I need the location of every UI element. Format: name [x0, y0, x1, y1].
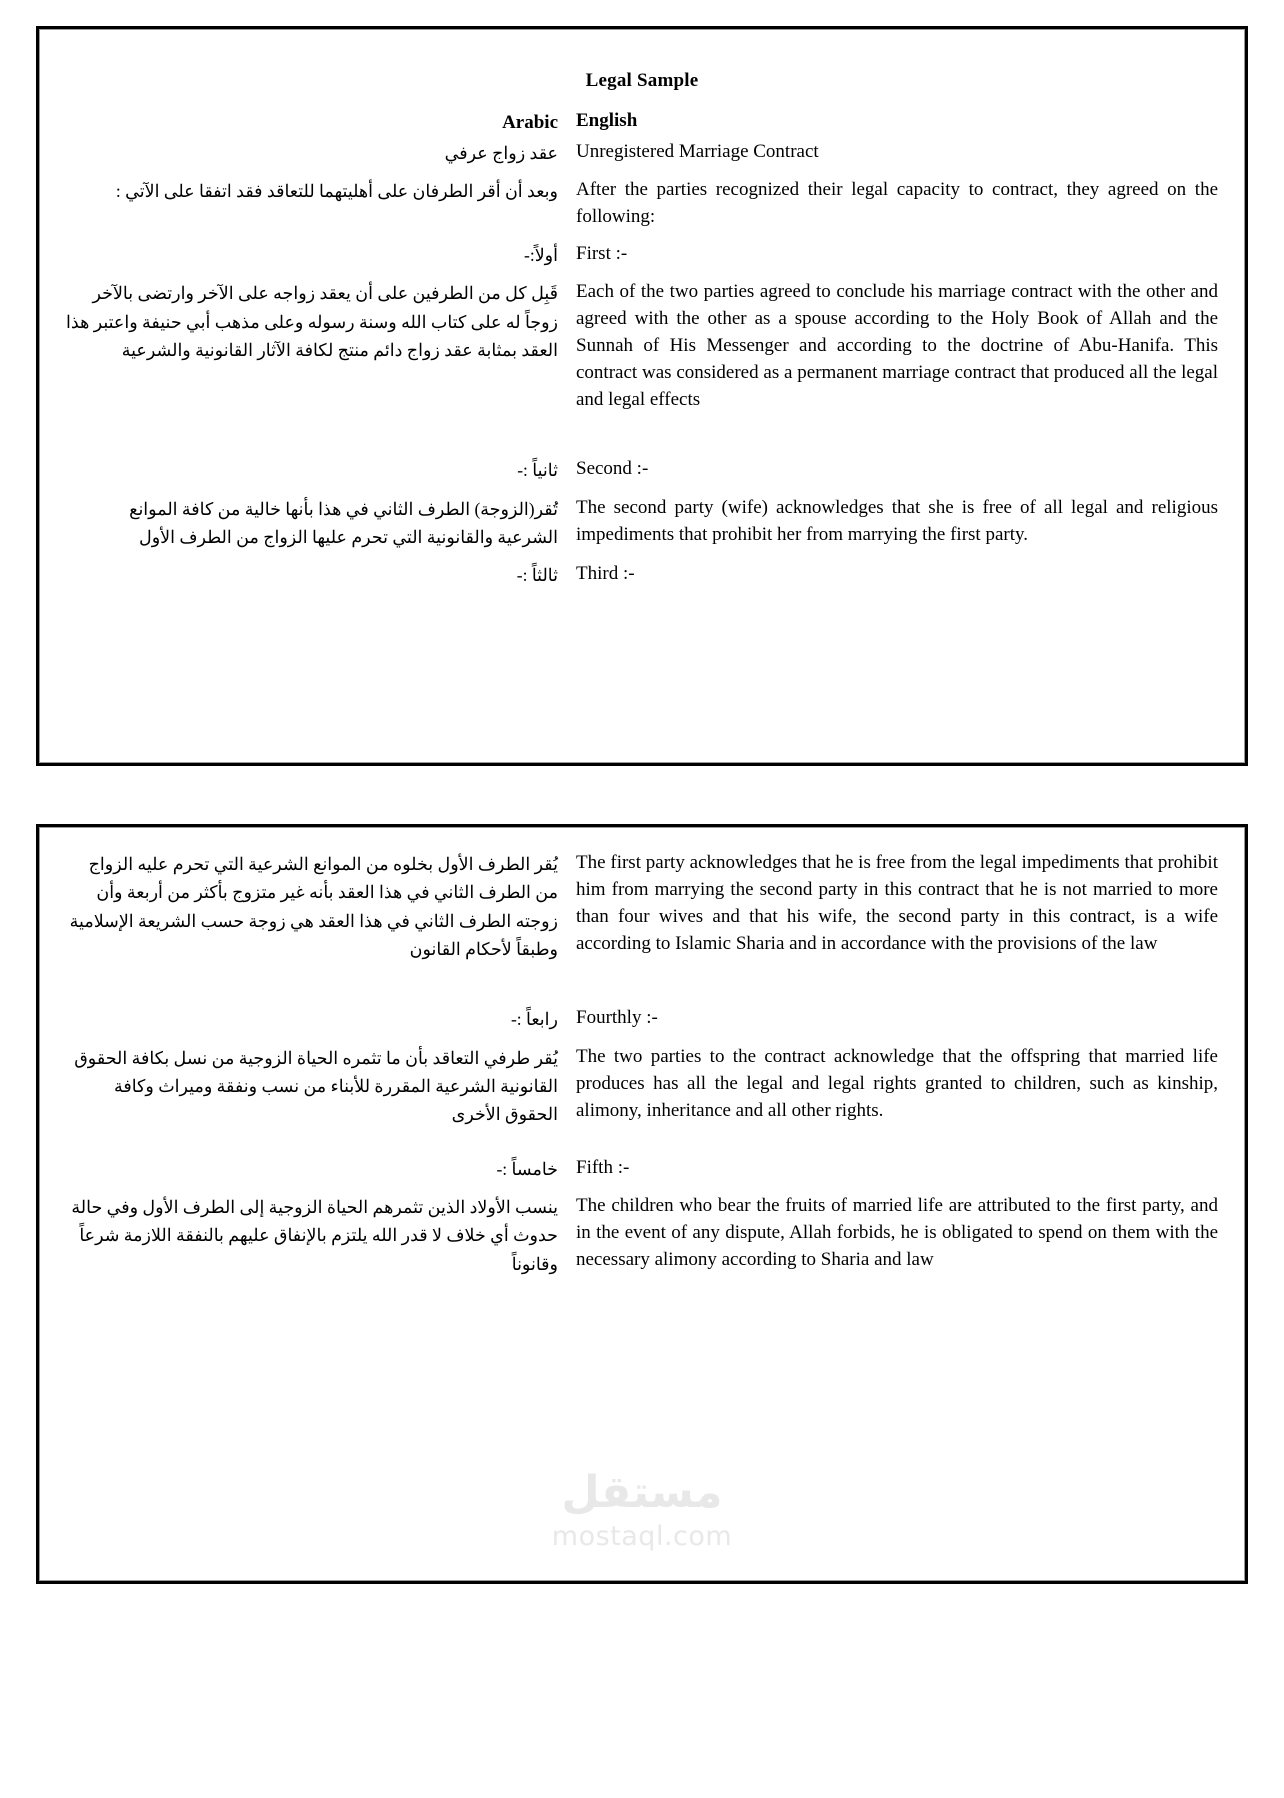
clause-2-body-arabic: تُقر(الزوجة) الطرف الثاني في هذا بأنها خالية من كافة الموانع الشرعية والقانونية التي تحرم عليها الزواج من الطرف الأول [129, 498, 558, 547]
clause-5-ordinal-arabic: خامساً :- [496, 1158, 558, 1179]
legal-document [0, 26, 1284, 1584]
clause-3-body-english: The first party acknowledges that he is free from the legal impediments that prohibit him from marrying the second party in this contract that he is not married to more than four wives and that his wife, the second party in this contract, is a wife according to Islamic Sharia and in accordance with the provisions of the law [576, 852, 1218, 954]
page-2-content [39, 827, 1245, 1581]
clause-2-body-row [66, 495, 1218, 552]
clause-3-ordinal-arabic: ثالثاً :- [516, 565, 558, 586]
clause-4-body-english: The two parties to the contract acknowledge that the offspring that married life produces has all the legal and legal rights granted to children, such as kinship, alimony, inheritance and all other rights. [576, 1045, 1218, 1121]
clause-1-ordinal-arabic: أولاً:- [524, 245, 558, 266]
clause-5-body-arabic: ينسب الأولاد الذين تثمرهم الحياة الزوجية إلى الطرف الأول وفي حالة حدوث أي خلاف لا قدر الله يلتزم بالإنفاق عليهم بالنفقة اللازمة شرعاً وقانوناً [71, 1197, 558, 1274]
spacer [66, 414, 1218, 456]
document-page-1 [36, 26, 1248, 766]
page-1-content [39, 29, 1245, 763]
spacer [66, 269, 1218, 279]
clause-3-ordinal-row [66, 561, 1218, 589]
watermark [40, 1466, 1244, 1554]
contract-title-english: Unregistered Marriage Contract [576, 140, 819, 162]
watermark-logo-text: مستقل [561, 1466, 723, 1518]
column-header-english: English [576, 110, 638, 131]
contract-title-row [66, 139, 1218, 167]
spacer [66, 551, 1218, 561]
contract-title-arabic: عقد زواج عرفي [444, 142, 558, 163]
clause-5-ordinal-row [66, 1155, 1218, 1183]
clause-4-ordinal-row [66, 1005, 1218, 1033]
clause-3-body-arabic: يُقر الطرف الأول بخلوه من الموانع الشرعية التي تحرم عليه الزواج من الطرف الثاني في هذا العقد بأنه غير متزوج بأكثر من أربعة وأن زوجته الطرف الثاني في هذا العقد هي زوجة حسب الشريعة الإسلامية وطبقاً لأحكام القانون [69, 854, 558, 960]
clause-1-body-arabic: قَبِل كل من الطرفين على أن يعقد زواجه على الآخر وارتضى بالآخر زوجاً له على كتاب الله وسنة رسوله وعلى مذهب أبي حنيفة واعتبر هذا العقد بمثابة عقد زواج دائم منتج لكافة الآثار القانونية والشرعية [66, 283, 558, 361]
clause-5-body-english: The children who bear the fruits of married life are attributed to the first party, and in the event of any dispute, Allah forbids, he is obligated to spend on them with the necessary alimony according to Sharia and law [576, 1195, 1218, 1271]
spacer [66, 167, 1218, 177]
document-page-2 [36, 824, 1248, 1584]
clause-5-body-row [66, 1193, 1218, 1278]
spacer [66, 1034, 1218, 1044]
clause-2-ordinal-row [66, 456, 1218, 484]
column-headers-row [66, 108, 1218, 139]
clause-4-body-arabic: يُقر طرفي التعاقد بأن ما تثمره الحياة الزوجية من نسل بكافة الحقوق القانونية الشرعية المقررة للأبناء من نسب ونفقة وميراث وكافة الحقوق الأخرى [74, 1047, 558, 1125]
clause-3-ordinal-english: Third :- [576, 563, 635, 585]
column-header-arabic: Arabic [502, 112, 558, 133]
clause-1-body-row [66, 279, 1218, 414]
spacer [66, 485, 1218, 495]
spacer [66, 1183, 1218, 1193]
spacer [66, 963, 1218, 1005]
preamble-english: After the parties recognized their legal capacity to contract, they agreed on the following: [576, 179, 1218, 228]
spacer [66, 1129, 1218, 1155]
clause-4-ordinal-arabic: رابعاً :- [510, 1009, 558, 1030]
clause-4-ordinal-english: Fourthly :- [576, 1007, 658, 1029]
clause-1-body-english: Each of the two parties agreed to conclude his marriage contract with the other and agreed with the other as a spouse according to the Holy Book of Allah and the Sunnah of His Messenger and according to the doctrine of Abu-Hanifa. This contract was considered as a permanent marriage contract that produced all the legal and legal effects [576, 281, 1218, 411]
spacer [66, 231, 1218, 241]
clause-2-body-english: The second party (wife) acknowledges that she is free of all legal and religious impediments that prohibit her from marrying the first party. [576, 496, 1218, 545]
clause-3-continued-row [66, 850, 1218, 963]
clause-5-ordinal-english: Fifth :- [576, 1156, 630, 1178]
clause-2-ordinal-arabic: ثانياً :- [517, 460, 558, 481]
clause-1-ordinal-english: First :- [576, 243, 628, 265]
page-title: Legal Sample [585, 70, 699, 91]
clause-1-ordinal-row [66, 241, 1218, 269]
preamble-row [66, 177, 1218, 231]
preamble-arabic: وبعد أن أقر الطرفان على أهليتهما للتعاقد فقد اتفقا على الآتي : [115, 181, 558, 202]
watermark-url: mostaql.com [551, 1520, 733, 1552]
clause-2-ordinal-english: Second :- [576, 458, 649, 480]
clause-4-body-row [66, 1044, 1218, 1129]
